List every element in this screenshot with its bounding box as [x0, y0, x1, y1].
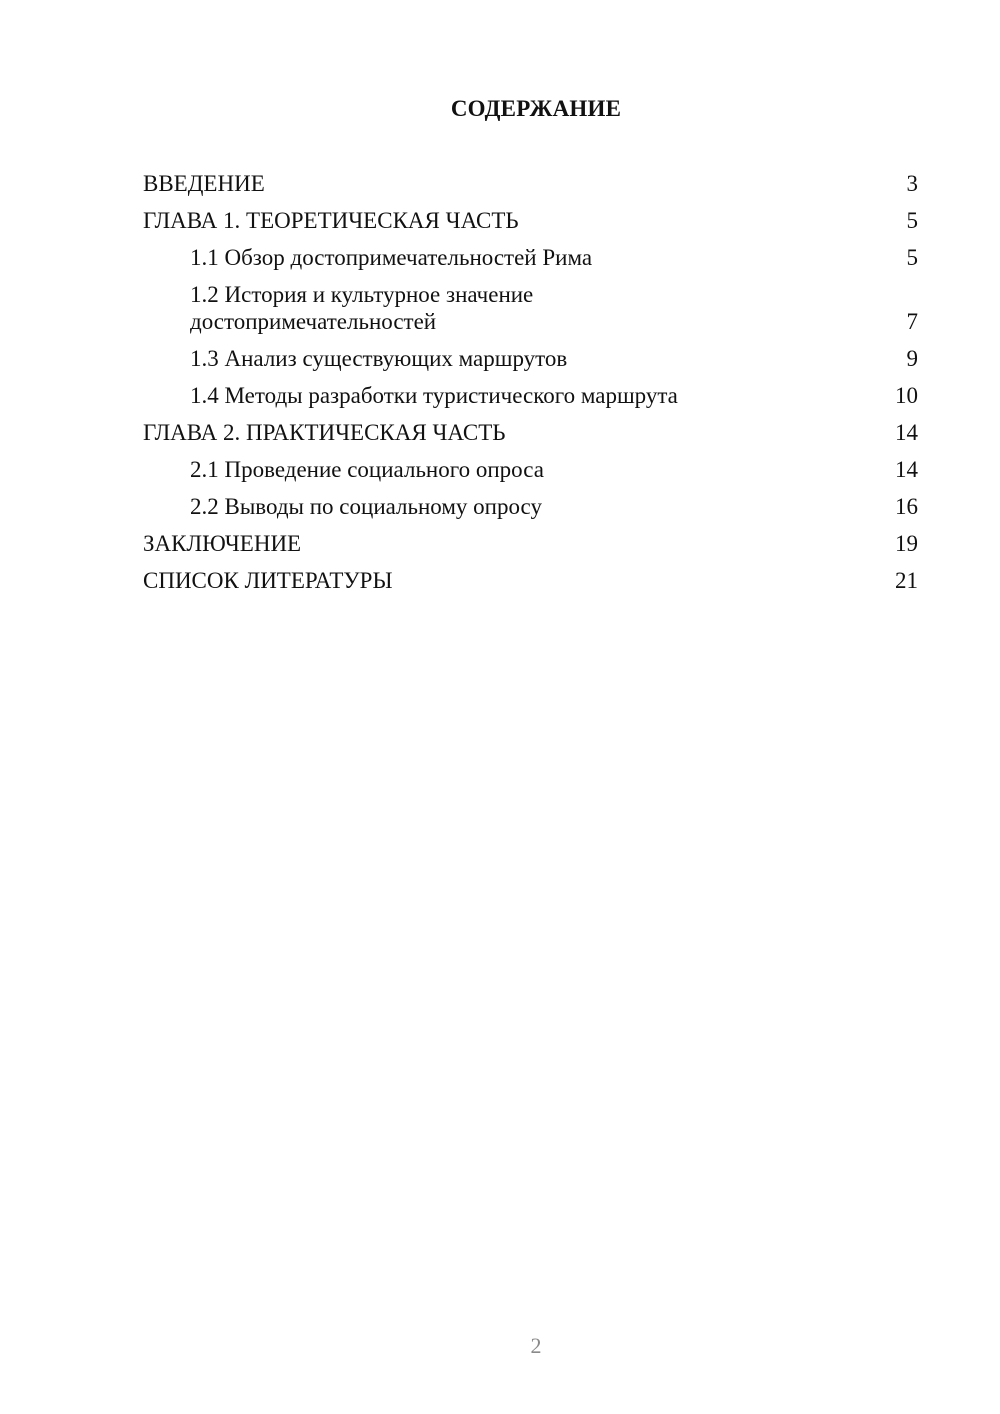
- toc-entry-1-3[interactable]: [143, 345, 918, 372]
- toc-entry-chapter-1[interactable]: [143, 207, 918, 234]
- toc-entry-page: 7: [906, 309, 918, 334]
- toc-entry-label: 1.4 Методы разработки туристического маршрута: [190, 383, 678, 408]
- toc-entry-page: 21: [895, 568, 918, 593]
- toc-entry-label: ЗАКЛЮЧЕНИЕ: [143, 531, 302, 556]
- toc-entry-label: 1.2 История и культурное значение достопримечательностей: [190, 282, 534, 334]
- toc-entry-label: 2.1 Проведение социального опроса: [190, 457, 544, 482]
- toc-entry-label: 1.3 Анализ существующих маршрутов: [190, 346, 568, 371]
- toc-entry-page: 5: [906, 245, 918, 270]
- toc-entry-1-2[interactable]: [143, 281, 918, 335]
- toc-entry-1-4[interactable]: [143, 382, 918, 409]
- toc-entry-label: 1.1 Обзор достопримечательностей Рима: [190, 245, 593, 270]
- toc-entry-2-1[interactable]: [143, 456, 918, 483]
- page-number: 2: [530, 1333, 542, 1358]
- toc-entry-page: 5: [906, 208, 918, 233]
- toc-entry-page: 14: [895, 457, 918, 482]
- toc-entry-chapter-2[interactable]: [143, 419, 918, 446]
- toc-entry-page: 14: [895, 420, 918, 445]
- toc-entry-page: 16: [895, 494, 918, 519]
- toc-entry-page: 10: [895, 383, 918, 408]
- page-title: СОДЕРЖАНИЕ: [450, 96, 622, 121]
- toc-entry-1-1[interactable]: [143, 244, 918, 271]
- table-of-contents: [143, 170, 918, 604]
- toc-entry-page: 3: [906, 171, 918, 196]
- toc-entry-page: 9: [906, 346, 918, 371]
- toc-entry-references[interactable]: [143, 567, 918, 594]
- toc-entry-conclusion[interactable]: [143, 530, 918, 557]
- toc-entry-page: 19: [895, 531, 918, 556]
- toc-entry-label: ГЛАВА 1. ТЕОРЕТИЧЕСКАЯ ЧАСТЬ: [143, 208, 519, 233]
- toc-entry-label: СПИСОК ЛИТЕРАТУРЫ: [143, 568, 393, 593]
- toc-entry-label: 2.2 Выводы по социальному опросу: [190, 494, 542, 519]
- toc-entry-introduction[interactable]: [143, 170, 918, 197]
- toc-entry-2-2[interactable]: [143, 493, 918, 520]
- toc-entry-label: ГЛАВА 2. ПРАКТИЧЕСКАЯ ЧАСТЬ: [143, 420, 506, 445]
- toc-entry-label: ВВЕДЕНИЕ: [143, 171, 265, 196]
